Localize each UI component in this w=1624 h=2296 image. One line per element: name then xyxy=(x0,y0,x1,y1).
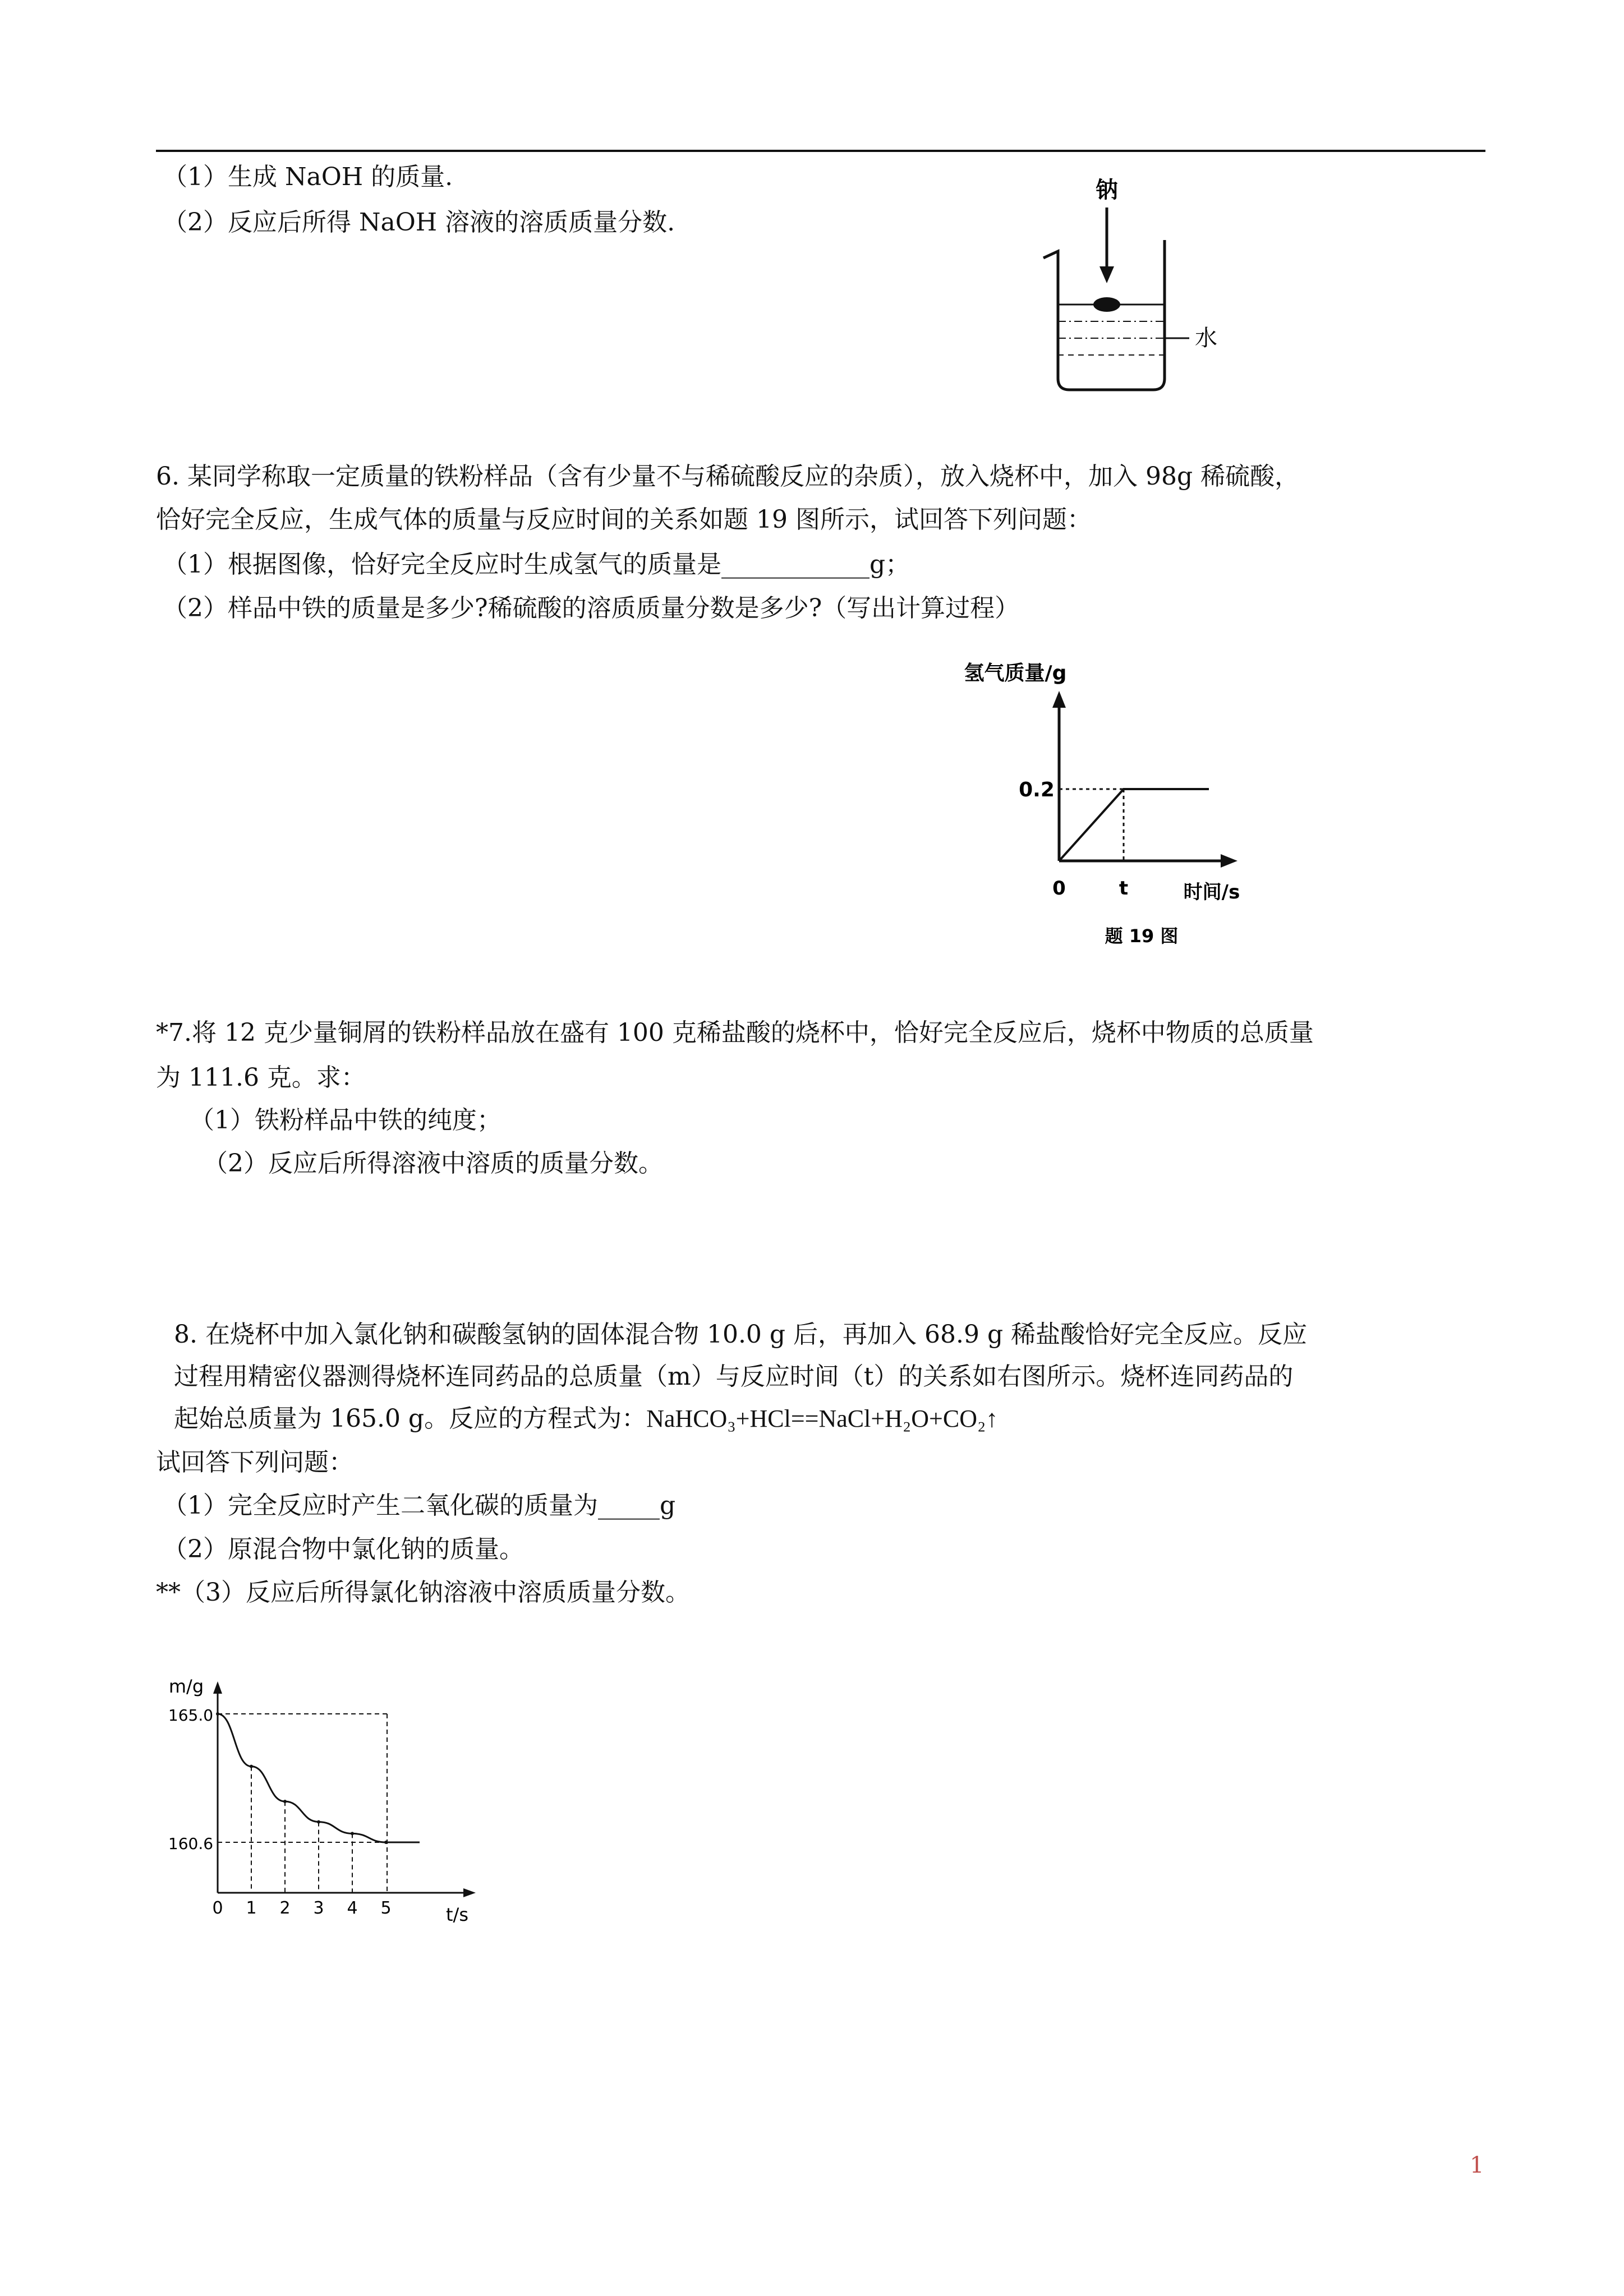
q7-item-1: （1）铁粉样品中铁的纯度； xyxy=(190,1106,502,1135)
q8-item-3: **（3）反应后所得氯化钠溶液中溶质质量分数。 xyxy=(156,1578,690,1607)
q8-stem-line-2: 过程用精密仪器测得烧杯连同药品的总质量（m）与反应时间（t）的关系如右图所示。烧杯连同药品的 xyxy=(174,1362,1294,1391)
reaction-equation: NaHCO₃+HCl==NaCl+H₂O+CO₂↑ xyxy=(646,1405,999,1432)
q6-stem-line-1: 6. 某同学称取一定质量的铁粉样品（含有少量不与稀硫酸反应的杂质），放入烧杯中，加入 98g 稀硫酸， xyxy=(156,462,1300,491)
chart8-point xyxy=(351,1832,354,1835)
chart8-x-tick-0: 0 xyxy=(212,1898,223,1918)
chart6-origin-label: 0 xyxy=(1052,877,1066,900)
chart8-x-tick-2: 2 xyxy=(279,1898,291,1918)
chart8-x-tick-3: 3 xyxy=(313,1898,324,1918)
sodium-piece xyxy=(1093,297,1120,312)
chart8-y-tick-160.6: 160.6 xyxy=(168,1834,214,1853)
chart8-x-tick-5: 5 xyxy=(380,1898,392,1918)
chart6-caption: 题 19 图 xyxy=(1105,925,1179,947)
q8-prompt: 试回答下列问题： xyxy=(156,1448,353,1477)
q8-item-2: （2）原混合物中氯化钠的质量。 xyxy=(163,1535,524,1564)
page-number: 1 xyxy=(1470,2152,1484,2178)
q8-item-1: （1）完全反应时产生二氧化碳的质量为_____g xyxy=(163,1491,676,1520)
q8-stem-text: 起始总质量为 165.0 g。反应的方程式为： xyxy=(174,1404,647,1433)
chart6-series-line xyxy=(1059,789,1209,861)
chart6-ylabel: 氢气质量/g xyxy=(964,662,1067,685)
chart6-y-tick-0.2: 0.2 xyxy=(1019,778,1055,801)
mass-time-chart xyxy=(146,1671,494,1929)
chart8-point xyxy=(384,1841,388,1844)
chart8-ylabel: m/g xyxy=(168,1676,204,1697)
chart8-x-tick-1: 1 xyxy=(246,1898,257,1918)
chart8-y-tick-165: 165.0 xyxy=(168,1706,214,1725)
chart8-point xyxy=(250,1765,253,1768)
chart8-point xyxy=(216,1712,219,1716)
q6-item-1: （1）根据图像，恰好完全反应时生成氢气的质量是____________g； xyxy=(163,550,910,579)
chart8-x-tick-4: 4 xyxy=(347,1898,358,1918)
q5-item-1: （1）生成 NaOH 的质量. xyxy=(163,163,453,191)
hydrogen-mass-chart xyxy=(948,639,1296,965)
beaker-label-water: 水 xyxy=(1195,325,1217,351)
q6-item-2: （2）样品中铁的质量是多少?稀硫酸的溶质质量分数是多少?（写出计算过程） xyxy=(163,594,1020,623)
q6-stem-line-2: 恰好完全反应，生成气体的质量与反应时间的关系如题 19 图所示，试回答下列问题： xyxy=(156,505,1092,534)
chart8-xlabel: t/s xyxy=(446,1904,468,1925)
chart8-point xyxy=(317,1820,320,1824)
beaker-label-sodium: 钠 xyxy=(1096,177,1118,203)
q8-stem-line-1: 8. 在烧杯中加入氯化钠和碳酸氢钠的固体混合物 10.0 g 后，再加入 68.9 g 稀盐酸恰好完全反应。反应 xyxy=(174,1320,1308,1349)
chart6-xlabel: 时间/s xyxy=(1183,881,1240,903)
chart8-point xyxy=(283,1800,287,1803)
q7-stem-line-1: *7.将 12 克少量铜屑的铁粉样品放在盛有 100 克稀盐酸的烧杯中，恰好完全反应后，烧杯中物质的总质量 xyxy=(156,1018,1314,1047)
beaker-figure xyxy=(1027,174,1240,398)
q7-stem-line-2: 为 111.6 克。求： xyxy=(156,1063,366,1092)
q8-stem-line-3 xyxy=(174,1402,998,1436)
chart6-x-tick-t: t xyxy=(1119,877,1129,900)
header-rule xyxy=(156,150,1485,152)
q5-item-2: （2）反应后所得 NaOH 溶液的溶质质量分数. xyxy=(163,208,675,237)
q7-item-2: （2）反应后所得溶液中溶质的质量分数。 xyxy=(203,1149,663,1178)
